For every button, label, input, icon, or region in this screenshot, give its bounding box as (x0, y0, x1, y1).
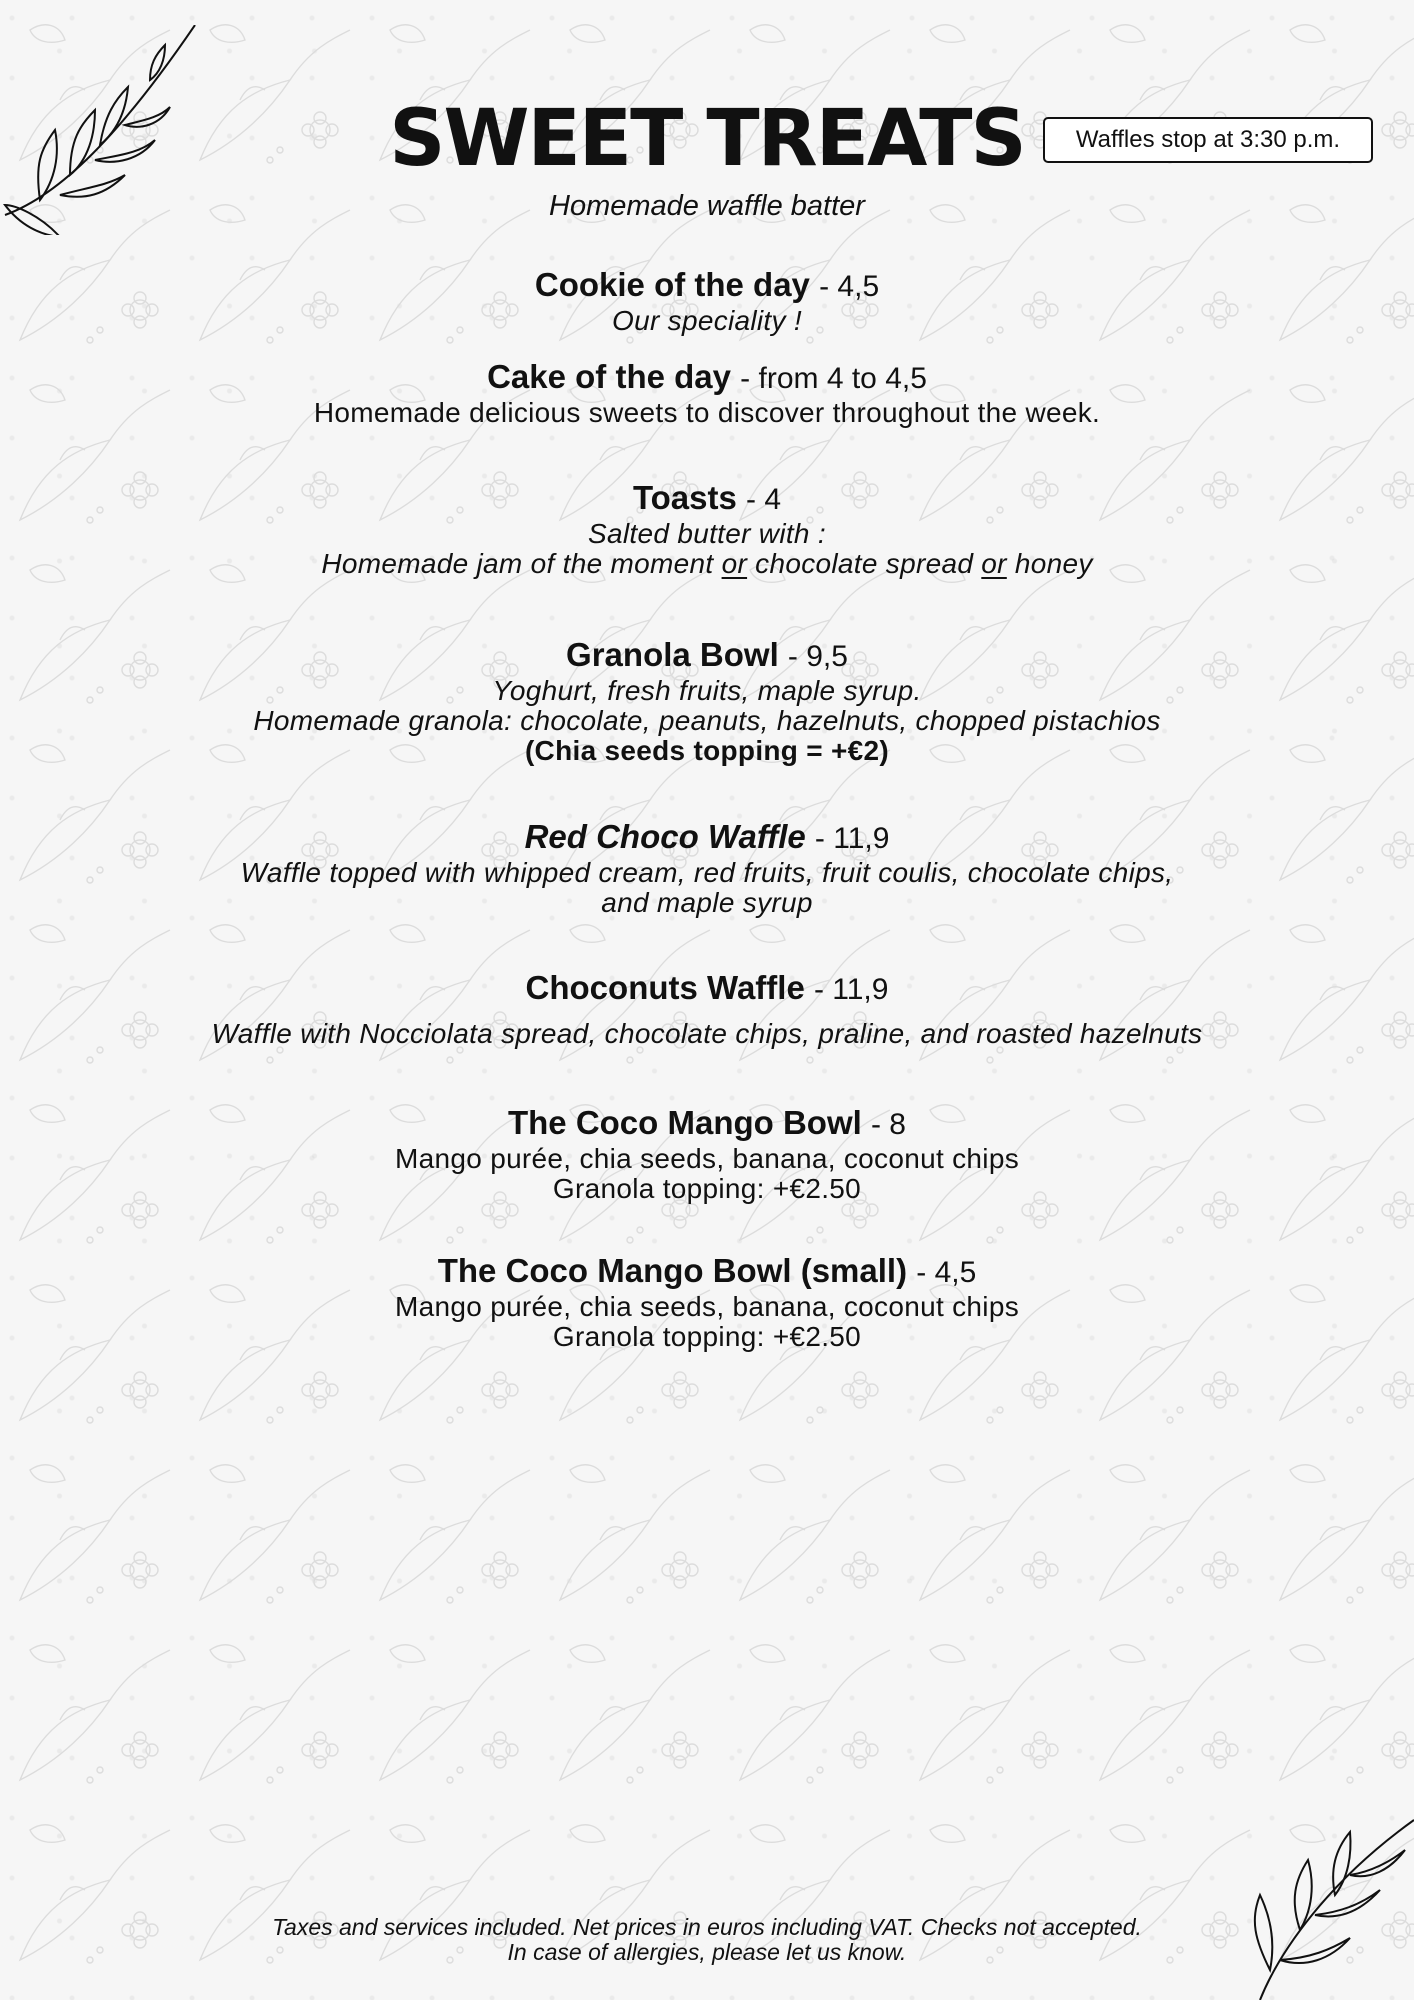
item-price: - 11,9 (813, 973, 889, 1006)
menu-item-choconuts-waffle (0, 969, 1414, 1049)
item-price: - 4 (746, 483, 782, 516)
footer-note (0, 1915, 1414, 1965)
menu-item-coco-mango-bowl-small (0, 1252, 1414, 1352)
item-description: Waffle with Nocciolata spread, chocolate chips, praline, and roasted hazelnuts (211, 1018, 1203, 1049)
item-description: Homemade granola: chocolate, peanuts, hazelnuts, chopped pistachios (253, 705, 1161, 736)
item-name: Toasts (632, 479, 737, 516)
leaf-sprig-icon (1240, 1800, 1414, 2000)
item-name: The Coco Mango Bowl (507, 1104, 862, 1141)
page-subtitle: Homemade waffle batter (549, 190, 865, 222)
item-name: Granola Bowl (566, 636, 779, 673)
menu-item-cookie (0, 266, 1414, 336)
item-description: Our speciality ! (612, 305, 802, 336)
item-description: Mango purée, chia seeds, banana, coconut chips (395, 1291, 1019, 1322)
item-name: Cake of the day (487, 358, 731, 395)
menu-item-granola (0, 636, 1414, 766)
item-name: Choconuts Waffle (525, 969, 805, 1006)
item-price: - from 4 to 4,5 (740, 362, 927, 395)
item-description: and maple syrup (601, 887, 813, 918)
item-description: Mango purée, chia seeds, banana, coconut chips (395, 1143, 1019, 1174)
item-topping-note: (Chia seeds topping = +€2) (524, 735, 890, 766)
item-price: - 4,5 (916, 1256, 977, 1289)
item-description-options: Homemade jam of the moment or chocolate spread or honey (321, 548, 1093, 579)
footer-line: Taxes and services included. Net prices in euros including VAT. Checks not accepted. (272, 1914, 1142, 1940)
item-price: - 4,5 (819, 270, 880, 303)
menu-item-cake (0, 358, 1414, 428)
item-description: Yoghurt, fresh fruits, maple syrup. (492, 675, 922, 706)
item-description: Waffle topped with whipped cream, red fruits, fruit coulis, chocolate chips, (240, 857, 1174, 888)
footer-line: In case of allergies, please let us know. (507, 1939, 907, 1965)
item-description: Salted butter with : (588, 518, 826, 549)
menu-item-red-choco-waffle (0, 818, 1414, 918)
item-price: - 9,5 (787, 640, 848, 673)
waffle-hours-notice: Waffles stop at 3:30 p.m. (1043, 117, 1373, 163)
item-description: Homemade delicious sweets to discover throughout the week. (313, 397, 1101, 428)
menu-item-toasts (0, 479, 1414, 579)
item-topping-note: Granola topping: +€2.50 (552, 1173, 862, 1204)
item-price: - 8 (870, 1108, 906, 1141)
item-name: Red Choco Waffle (524, 818, 806, 855)
menu-item-coco-mango-bowl (0, 1104, 1414, 1204)
item-name: Cookie of the day (534, 266, 810, 303)
page-title: SWEET TREATS (389, 94, 1025, 184)
item-topping-note: Granola topping: +€2.50 (552, 1321, 862, 1352)
item-price: - 11,9 (814, 822, 890, 855)
item-name: The Coco Mango Bowl (small) (437, 1252, 908, 1289)
